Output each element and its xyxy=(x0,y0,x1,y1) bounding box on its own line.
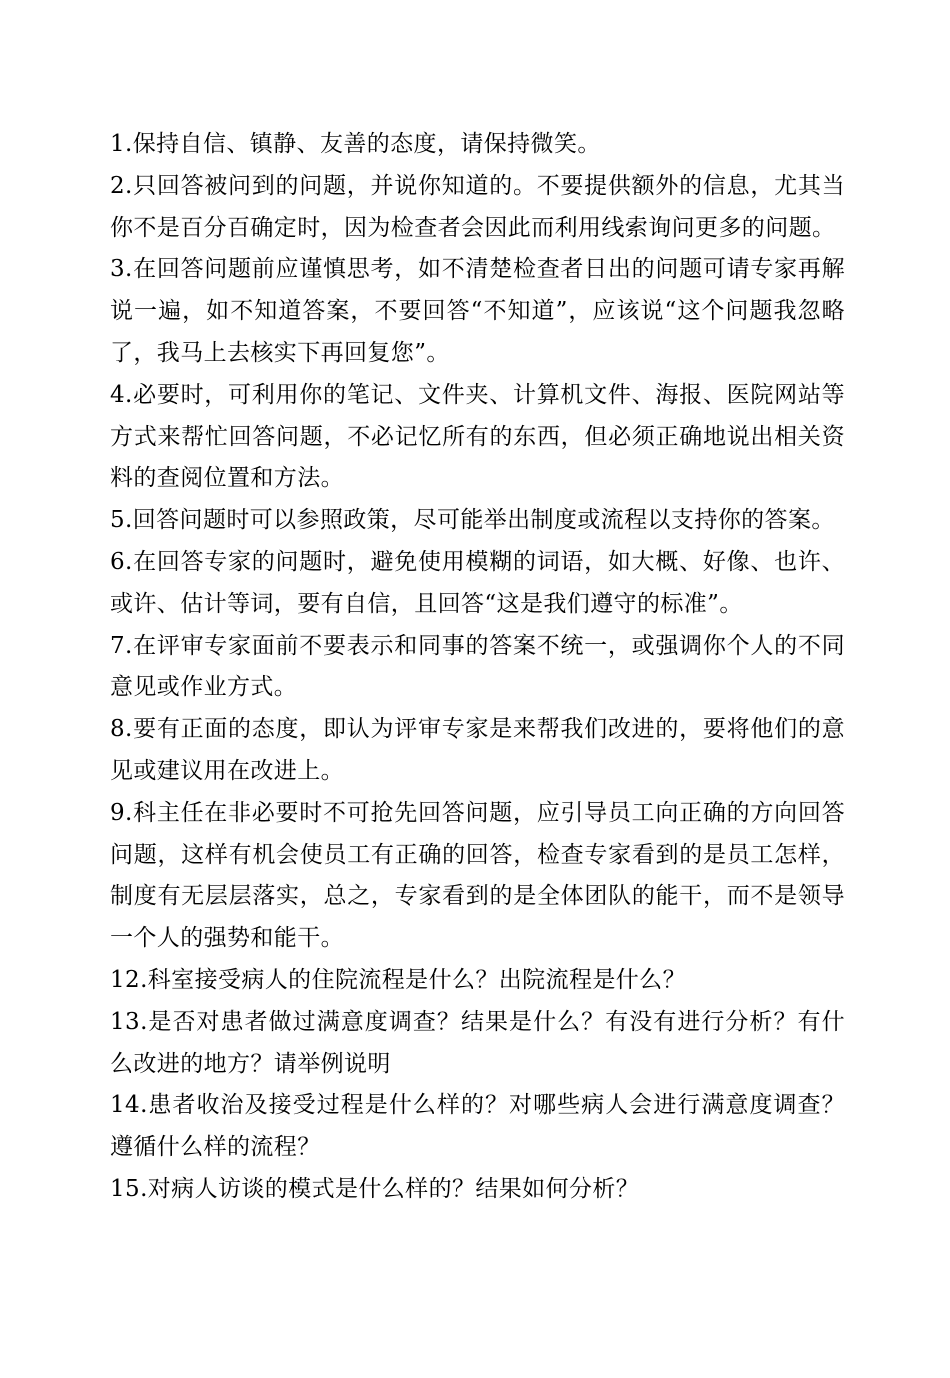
paragraph-12: 12.科室接受病人的住院流程是什么？出院流程是什么？ xyxy=(110,966,686,993)
document-body xyxy=(110,124,845,1211)
paragraph-1: 1.保持自信、镇静、友善的态度，请保持微笑。 xyxy=(110,131,601,157)
paragraph-15: 15.对病人访谈的模式是什么样的？结果如何分析？ xyxy=(110,1175,640,1202)
paragraph-3: 3.在回答问题前应谨慎思考，如不清楚检查者日出的问题可请专家再解说一遍，如不知道答案，不要回答“不知道”，应该说“这个问题我忽略了，我马上去核实下再回复您”。 xyxy=(110,256,845,366)
paragraph-5: 5.回答问题时可以参照政策，尽可能举出制度或流程以支持你的答案。 xyxy=(110,507,835,534)
paragraph-9: 9.科主任在非必要时不可抢先回答问题，应引导员工向正确的方向回答问题，这样有机会使员工有正确的回答，检查专家看到的是员工怎样，制度有无层层落实，总之，专家看到的是全体团队的能干，而不是领导一个人的强势和能干。 xyxy=(110,799,845,952)
paragraph-2: 2.只回答被问到的问题，并说你知道的。不要提供额外的信息，尤其当你不是百分百确定时，因为检查者会因此而利用线索询问更多的问题。 xyxy=(110,172,845,241)
paragraph-4: 4.必要时，可利用你的笔记、文件夹、计算机文件、海报、医院网站等方式来帮忙回答问题，不必记忆所有的东西，但必须正确地说出相关资料的查阅位置和方法。 xyxy=(110,381,845,492)
paragraph-8: 8.要有正面的态度，即认为评审专家是来帮我们改进的，要将他们的意见或建议用在改进上。 xyxy=(110,716,845,784)
paragraph-13: 13.是否对患者做过满意度调查？结果是什么？有没有进行分析？有什么改进的地方？请举例说明 xyxy=(110,1008,845,1077)
paragraph-6: 6.在回答专家的问题时，避免使用模糊的词语，如大概、好像、也许、或许、估计等词，要有自信，且回答“这是我们遵守的标准”。 xyxy=(110,548,845,617)
paragraph-7: 7.在评审专家面前不要表示和同事的答案不统一，或强调你个人的不同意见或作业方式。 xyxy=(110,632,845,701)
paragraph-14: 14.患者收治及接受过程是什么样的？对哪些病人会进行满意度调查？遵循什么样的流程？ xyxy=(110,1092,845,1161)
